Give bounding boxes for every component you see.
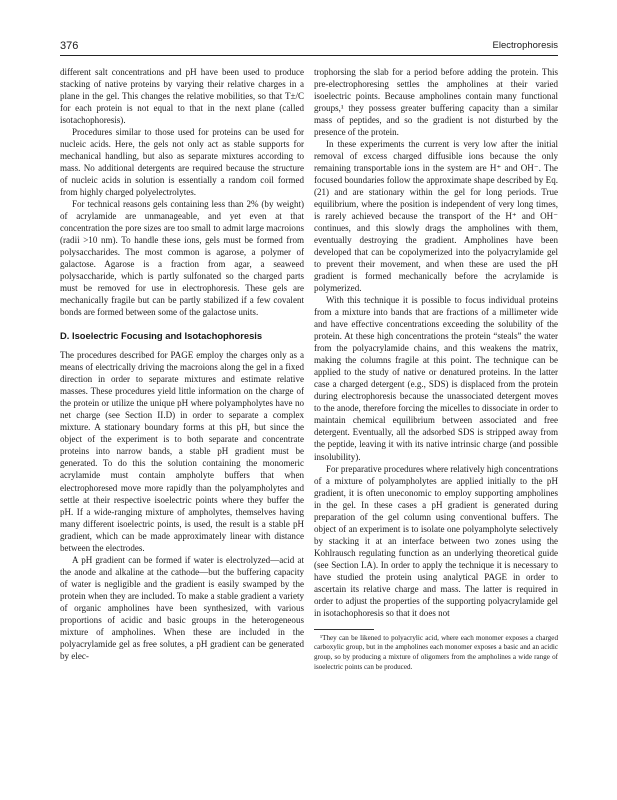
left-column xyxy=(60,66,304,662)
paragraph: trophorsing the slab for a period before adding the protein. This pre-electrophoresing settles the ampholines at their varied isoelectric points. Because ampholines contain many functional groups,¹ they possess greater buffering capacity than a similar mass of peptides, and so the gradient is not disturbed by the presence of the protein. xyxy=(314,67,558,138)
paragraph: The procedures described for PAGE employ the charges only as a means of electrically driving the macroions along the gel in a fixed direction in order to separate mixtures and estimate relative masses. These procedures yield little information on the charge of the protein or utilize the unique pH where polyampholytes have no net charge (see Section II.D) in order to separate a complex mixture. A stationary boundary forms at this pH, but since the object of the experiment is to both separate and concentrate proteins into narrow bands, a stable pH gradient must be generated. To do this the solution containing the monomeric acrylamide must contain ampholyte buffers that when electrophoresed move more rapidly than the polyampholytes and settle at their respective isoelectric points where they buffer the pH. If a wide-ranging mixture of ampholytes, themselves having many different isoelectric points, is used, the result is a stable pH gradient, which can be made approximately linear with distance between the electrodes. xyxy=(60,350,304,553)
paragraph: With this technique it is possible to focus individual proteins from a mixture into bands that are fractions of a millimeter wide and have effective concentrations exceeding the solubility of the protein. At these high concentrations the protein “steals” the water from the polyacrylamide chains, and this weakens the matrix, making the columns fragile at this point. The technique can be applied to the study of native or denatured proteins. In the latter case a charged detergent (e.g., SDS) is displaced from the protein during electrophoresis because the unassociated detergent moves to the anode, therefore forcing the micelles to dissociate in order to maintain chemical equilibrium between associated and free detergent. Eventually, all the adsorbed SDS is stripped away from the peptide, leaving it with its native intrinsic charge (and possible insolubility). xyxy=(314,295,558,462)
paragraph: different salt concentrations and pH have been used to produce stacking of native proteins by varying their relative charges in a plane in the gel. This changes the relative mobilities, so that T±/C for each protein is not equal to that in the next plane (called isotachophoresis). xyxy=(60,67,304,126)
running-head: Electrophoresis xyxy=(492,40,558,51)
paragraph: For technical reasons gels containing less than 2% (by weight) of acrylamide are unmanageable, and yet even at that concentration the pore sizes are too small to admit large macroions (radii >10 nm). To handle these ions, gels must be formed from polysaccharides. The most common is agarose, a polymer of galactose. Agarose is a fraction from agar, a seaweed polysaccharide, which is partly sulfonated so the charged parts must be removed for use in electrophoresis. These gels are mechanically fragile but can be partly stabilized if a few covalent bonds are formed between some of the galactose units. xyxy=(60,199,304,318)
paragraph: In these experiments the current is very low after the initial removal of excess charged diffusible ions because the only remaining transportable ions in the system are H⁺ and OH⁻. The focused boundaries follow the approximate shape described by Eq. (21) and are stationary within the gel for long periods. True equilibrium, where the position is independent of very long times, is rarely achieved because the transport of the H⁺ and OH⁻ continues, and this slowly drags the ampholines with them, eventually destroying the gradient. Ampholines have been developed that can be copolymerized into the polyacrylamide gel to prevent their movement, and when these are used the pH gradient is formed mechanically before the acrylamide is polymerized. xyxy=(314,139,558,294)
footnote-rule xyxy=(314,629,374,630)
footnote: ¹They can be likened to polyacrylic acid, where each monomer exposes a charged carboxylic group, but in the ampholines each monomer exposes a basic and an acidic group, so by producing a mixture of oligomers from the ampholines a wide range of isoelectric points can be produced. xyxy=(314,633,558,671)
page-number: 376 xyxy=(60,40,79,52)
header-rule xyxy=(60,55,558,56)
paragraph: Procedures similar to those used for proteins can be used for nucleic acids. Here, the gels not only act as stable supports for mechanical handling, but also as separate mixtures according to mass. No additional detergents are required because the structure of nucleic acids in solution is essentially a random coil formed from highly charged polyelectrolytes. xyxy=(60,127,304,198)
paragraph: For preparative procedures where relatively high concentrations of a mixture of polyampholytes are applied initially to the pH gradient, it is often uneconomic to employ supporting ampholines in the gel. In these cases a pH gradient is generated during preparation of the gel column using conventional buffers. The object of an experiment is to isolate one polyampholyte selectively by stacking it at an interface between two zones using the Kohlrausch regulating function as an underlying theoretical guide (see Section I.A). In order to apply the technique it is necessary to have studied the protein using analytical PAGE in order to ascertain its relative charge and mass. The latter is required in order to adjust the properties of the supporting polyacrylamide gel in isotachophoresis so that it does not xyxy=(314,463,558,618)
section-heading: D. Isoelectric Focusing and Isotachophoresis xyxy=(60,330,263,342)
right-column xyxy=(314,66,558,672)
page-header xyxy=(60,40,558,54)
paragraph: A pH gradient can be formed if water is electrolyzed—acid at the anode and alkaline at the cathode—but the buffering capacity of water is negligible and the gradient is easily swamped by the protein when they are included. To make a stable gradient a variety of organic ampholines have been synthesized, with various proportions of acidic and basic groups in the heterogeneous mixture of ampholines. When these are included in the polyacrylamide gel as free solutes, a pH gradient can be generated by elec- xyxy=(60,554,304,661)
